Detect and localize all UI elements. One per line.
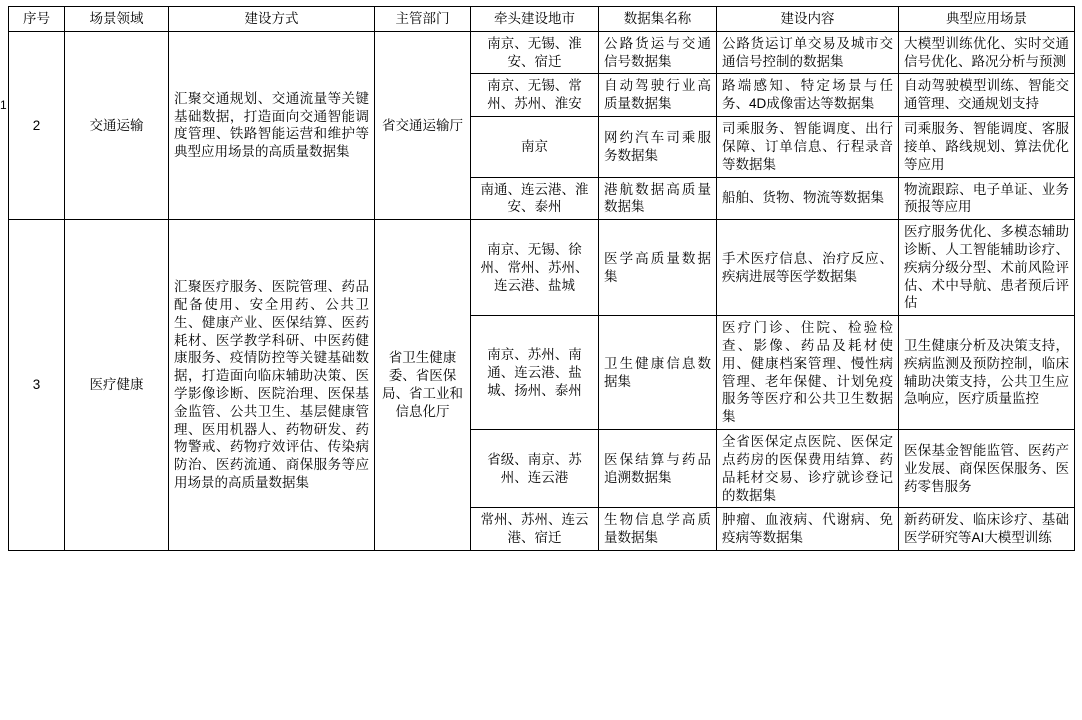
scene-field-table [8, 6, 1075, 551]
table-header-cell: 建设内容 [717, 7, 899, 32]
content-cell: 路端感知、特定场景与任务、4D成像雷达等数据集 [717, 74, 899, 117]
dataset-cell: 公路货运与交通信号数据集 [599, 31, 717, 74]
content-cell: 船舶、货物、物流等数据集 [717, 177, 899, 220]
table-header-cell: 主管部门 [375, 7, 471, 32]
scenario-cell: 医疗服务优化、多模态辅助诊断、人工智能辅助诊疗、疾病分级分型、术前风险评估、术中导航、患者预后评估 [899, 220, 1075, 316]
city-cell: 南京 [471, 117, 599, 177]
content-cell: 医疗门诊、住院、检验检查、影像、药品及耗材使用、健康档案管理、慢性病管理、老年保健、计划免疫服务等医疗和公共卫生数据集 [717, 316, 899, 430]
document-page [0, 6, 1082, 720]
scenario-cell: 医保基金智能监管、医药产业发展、商保医保服务、医药零售服务 [899, 430, 1075, 508]
domain-cell: 交通运输 [65, 31, 169, 219]
table-header-cell: 牵头建设地市 [471, 7, 599, 32]
margin-row-number: 1 [0, 98, 7, 112]
scenario-cell: 自动驾驶模型训练、智能交通管理、交通规划支持 [899, 74, 1075, 117]
scenario-cell: 新药研发、临床诊疗、基础医学研究等AI大模型训练 [899, 508, 1075, 551]
scenario-cell: 司乘服务、智能调度、客服接单、路线规划、算法优化等应用 [899, 117, 1075, 177]
content-cell: 公路货运订单交易及城市交通信号控制的数据集 [717, 31, 899, 74]
dataset-cell: 港航数据高质量数据集 [599, 177, 717, 220]
dataset-cell: 自动驾驶行业高质量数据集 [599, 74, 717, 117]
domain-cell: 医疗健康 [65, 220, 169, 551]
table-header-cell: 数据集名称 [599, 7, 717, 32]
dataset-cell: 医保结算与药品追溯数据集 [599, 430, 717, 508]
city-cell: 南京、无锡、常州、苏州、淮安 [471, 74, 599, 117]
scenario-cell: 大模型训练优化、实时交通信号优化、路况分析与预测 [899, 31, 1075, 74]
city-cell: 南通、连云港、淮安、泰州 [471, 177, 599, 220]
row-index-cell: 3 [9, 220, 65, 551]
city-cell: 常州、苏州、连云港、宿迁 [471, 508, 599, 551]
table-row [9, 31, 1075, 74]
content-cell: 司乘服务、智能调度、出行保障、订单信息、行程录音等数据集 [717, 117, 899, 177]
table-header-row [9, 7, 1075, 32]
content-cell: 全省医保定点医院、医保定点药房的医保费用结算、药品耗材交易、诊疗就诊登记的数据集 [717, 430, 899, 508]
dataset-cell: 卫生健康信息数据集 [599, 316, 717, 430]
scenario-cell: 卫生健康分析及决策支持，疾病监测及预防控制，临床辅助决策支持，公共卫生应急响应，医疗质量监控 [899, 316, 1075, 430]
table-header-cell: 序号 [9, 7, 65, 32]
table-row [9, 220, 1075, 316]
dataset-cell: 医学高质量数据集 [599, 220, 717, 316]
city-cell: 南京、无锡、徐州、常州、苏州、连云港、盐城 [471, 220, 599, 316]
method-cell: 汇聚医疗服务、医院管理、药品配备使用、安全用药、公共卫生、健康产业、医保结算、医药耗材、医学教学科研、中医药健康服务、疫情防控等关键基础数据，打造面向临床辅助决策、医学影像诊断、医院治理、医保基金监管、公共卫生、基层健康管理、医用机器人、药物研发、药物警戒、药物疗效评估、传染病防治、医药流通、商保服务等应用场景的高质量数据集 [169, 220, 375, 551]
row-index-cell: 2 [9, 31, 65, 219]
method-cell: 汇聚交通规划、交通流量等关键基础数据，打造面向交通智能调度管理、铁路智能运营和维护等典型应用场景的高质量数据集 [169, 31, 375, 219]
city-cell: 南京、苏州、南通、连云港、盐城、扬州、泰州 [471, 316, 599, 430]
table-header-cell: 典型应用场景 [899, 7, 1075, 32]
city-cell: 省级、南京、苏州、连云港 [471, 430, 599, 508]
department-cell: 省交通运输厅 [375, 31, 471, 219]
scenario-cell: 物流跟踪、电子单证、业务预报等应用 [899, 177, 1075, 220]
dataset-cell: 生物信息学高质量数据集 [599, 508, 717, 551]
city-cell: 南京、无锡、淮安、宿迁 [471, 31, 599, 74]
content-cell: 手术医疗信息、治疗反应、疾病进展等医学数据集 [717, 220, 899, 316]
table-header-cell: 场景领域 [65, 7, 169, 32]
table-header-cell: 建设方式 [169, 7, 375, 32]
dataset-cell: 网约汽车司乘服务数据集 [599, 117, 717, 177]
department-cell: 省卫生健康委、省医保局、省工业和信息化厅 [375, 220, 471, 551]
content-cell: 肿瘤、血液病、代谢病、免疫病等数据集 [717, 508, 899, 551]
